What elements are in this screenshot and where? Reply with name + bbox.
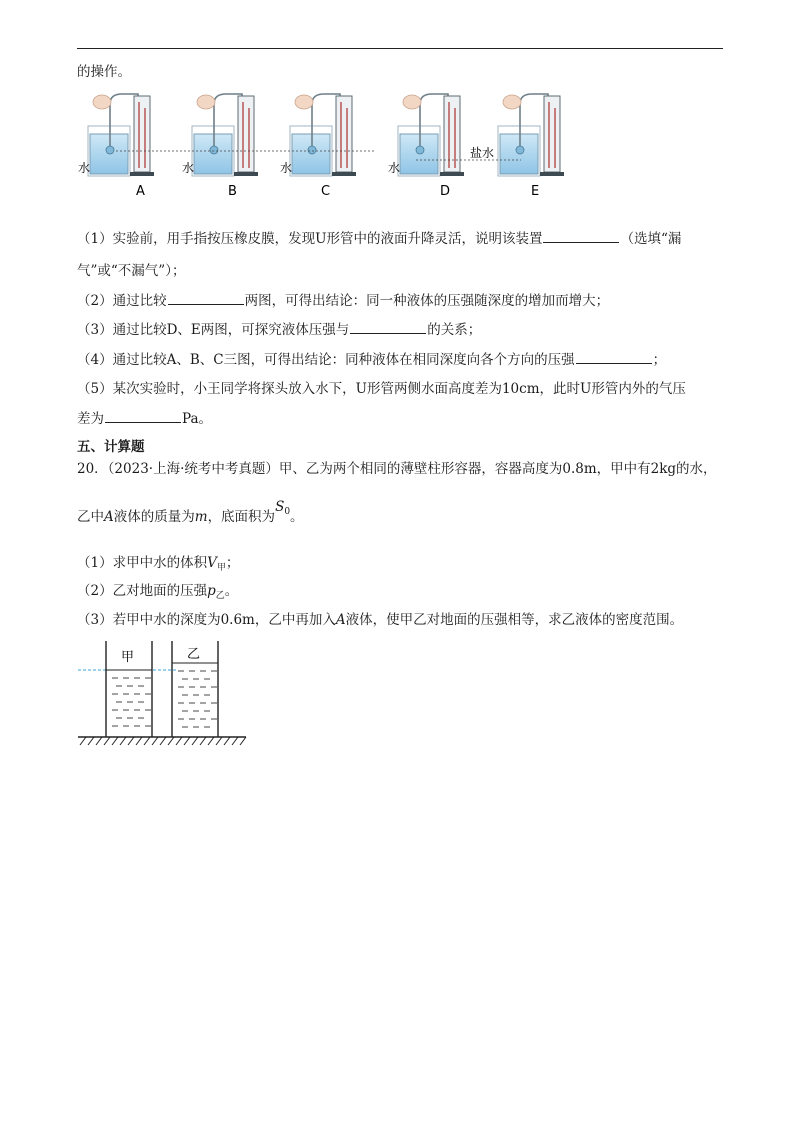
setup-c xyxy=(290,94,356,176)
panel-label-c: C xyxy=(321,184,331,199)
containers-figure xyxy=(76,636,248,748)
q19-part1-line2: 气”或“不漏气”）； xyxy=(77,263,186,279)
q19-part2: （2）通过比较 两图，可得出结论：同一种液体的压强随深度的增加而增大； xyxy=(77,293,610,309)
setup-d xyxy=(398,94,464,176)
answer-blank-2[interactable] xyxy=(168,292,244,305)
panel-label-d: D xyxy=(440,184,451,199)
water-label-d: 水 xyxy=(388,161,401,175)
answer-blank-5[interactable] xyxy=(105,410,181,423)
water-label-b: 水 xyxy=(182,161,195,175)
setup-a xyxy=(88,94,154,176)
answer-blank-1[interactable] xyxy=(543,230,619,243)
q20-sub1: （1）求甲中水的体积$V_甲$； xyxy=(77,555,240,573)
section-heading: 五、计算题 xyxy=(77,439,145,455)
container-left-label: 甲 xyxy=(121,650,135,665)
panel-label-b: B xyxy=(228,184,237,199)
water-label-a: 水 xyxy=(78,161,91,175)
setup-e xyxy=(498,94,564,176)
salt-water-label: 盐水 xyxy=(470,146,495,160)
answer-blank-3[interactable] xyxy=(350,321,426,334)
intro-fragment: 的操作。 xyxy=(77,64,131,80)
q19-part3: （3）通过比较D、E两图，可探究液体压强与 的关系； xyxy=(77,322,482,338)
header-rule xyxy=(77,48,723,49)
q20-stem-line1: 20．（2023·上海·统考中考真题）甲、乙为两个相同的薄壁柱形容器，容器高度为0.8m，甲中有2kg的水， xyxy=(77,461,717,477)
q19-part4: （4）通过比较A、B、C三图，可得出结论：同种液体在相同深度向各个方向的压强 ； xyxy=(77,352,667,368)
q20-stem-line2: 乙中A液体的质量为m，底面积为$S_0$。 xyxy=(77,499,304,525)
water-label-c: 水 xyxy=(280,161,293,175)
pressure-apparatus-figure xyxy=(76,90,576,202)
q20-sub3: （3）若甲中水的深度为0.6m，乙中再加入A液体，使甲乙对地面的压强相等，求乙液体的密度范围。 xyxy=(77,612,684,628)
q19-part5-line1: （5）某次实验时，小王同学将探头放入水下，U形管两侧水面高度差为10cm，此时U形管内外的气压 xyxy=(77,381,686,397)
answer-blank-4[interactable] xyxy=(576,351,652,364)
panel-label-e: E xyxy=(531,184,540,199)
setup-b xyxy=(192,94,258,176)
panel-label-a: A xyxy=(136,184,145,199)
q20-sub2: （2）乙对地面的压强$p_乙$。 xyxy=(77,583,239,601)
q19-part1-line1: （1）实验前，用手指按压橡皮膜，发现U形管中的液面升降灵活，说明该装置 （选填“漏 xyxy=(77,231,682,247)
container-right-label: 乙 xyxy=(187,647,201,662)
q19-part5-line2: 差为 Pa。 xyxy=(77,411,213,427)
